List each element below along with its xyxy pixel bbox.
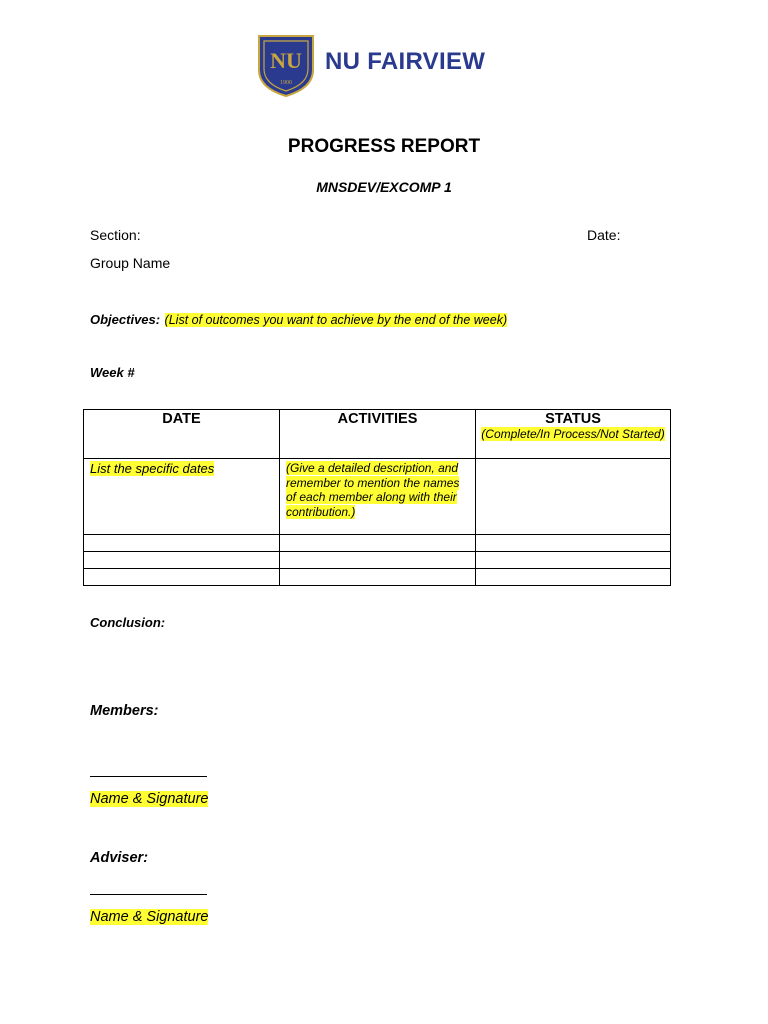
- brand-name: NU FAIRVIEW: [325, 48, 486, 75]
- objectives-note: (List of outcomes you want to achieve by the end of the week): [164, 313, 508, 327]
- table-cell[interactable]: [84, 552, 280, 569]
- section-label: Section:: [90, 227, 141, 243]
- objectives-line: [90, 311, 507, 329]
- week-label: Week #: [90, 365, 135, 380]
- group-name-label: Group Name: [90, 255, 171, 271]
- adviser-signature-caption: Name & Signature: [90, 909, 209, 925]
- table-cell[interactable]: [280, 569, 476, 586]
- table-cell[interactable]: [280, 552, 476, 569]
- table-cell[interactable]: [476, 552, 671, 569]
- document-title: PROGRESS REPORT: [287, 136, 481, 157]
- adviser-signature-line: [90, 894, 207, 895]
- table-row: [84, 535, 671, 552]
- svg-text:1900: 1900: [280, 80, 292, 86]
- table-cell[interactable]: [280, 535, 476, 552]
- table-cell-status[interactable]: [476, 459, 671, 535]
- objectives-label: Objectives:: [90, 312, 161, 327]
- svg-text:NU: NU: [270, 48, 302, 73]
- table-cell-activities[interactable]: [280, 459, 476, 535]
- university-seal-icon: [255, 32, 317, 98]
- table-cell[interactable]: [84, 535, 280, 552]
- status-note: (Complete/In Process/Not Started): [481, 427, 665, 441]
- table-row: [84, 552, 671, 569]
- table-row: [84, 459, 671, 535]
- conclusion-label: Conclusion:: [90, 615, 166, 630]
- column-header-activities: ACTIVITIES: [280, 410, 476, 459]
- table-cell[interactable]: [84, 569, 280, 586]
- members-signature-caption: Name & Signature: [90, 791, 209, 807]
- column-header-status: STATUS (Complete/In Process/Not Started): [476, 410, 671, 459]
- date-placeholder: List the specific dates: [90, 461, 215, 476]
- table-header-row: [84, 410, 671, 459]
- members-signature-line: [90, 776, 207, 777]
- activities-placeholder: (Give a detailed description, and remember to mention the names of each member along with their contribution.): [286, 461, 460, 519]
- table-cell[interactable]: [476, 535, 671, 552]
- date-label: Date:: [587, 227, 621, 243]
- table-row: [84, 569, 671, 586]
- progress-table: [83, 409, 671, 586]
- table-cell-date[interactable]: [84, 459, 280, 535]
- adviser-label: Adviser:: [90, 850, 149, 866]
- members-label: Members:: [90, 703, 159, 719]
- document-subtitle: MNSDEV/EXCOMP 1: [316, 179, 452, 195]
- table-cell[interactable]: [476, 569, 671, 586]
- column-header-date: DATE: [84, 410, 280, 459]
